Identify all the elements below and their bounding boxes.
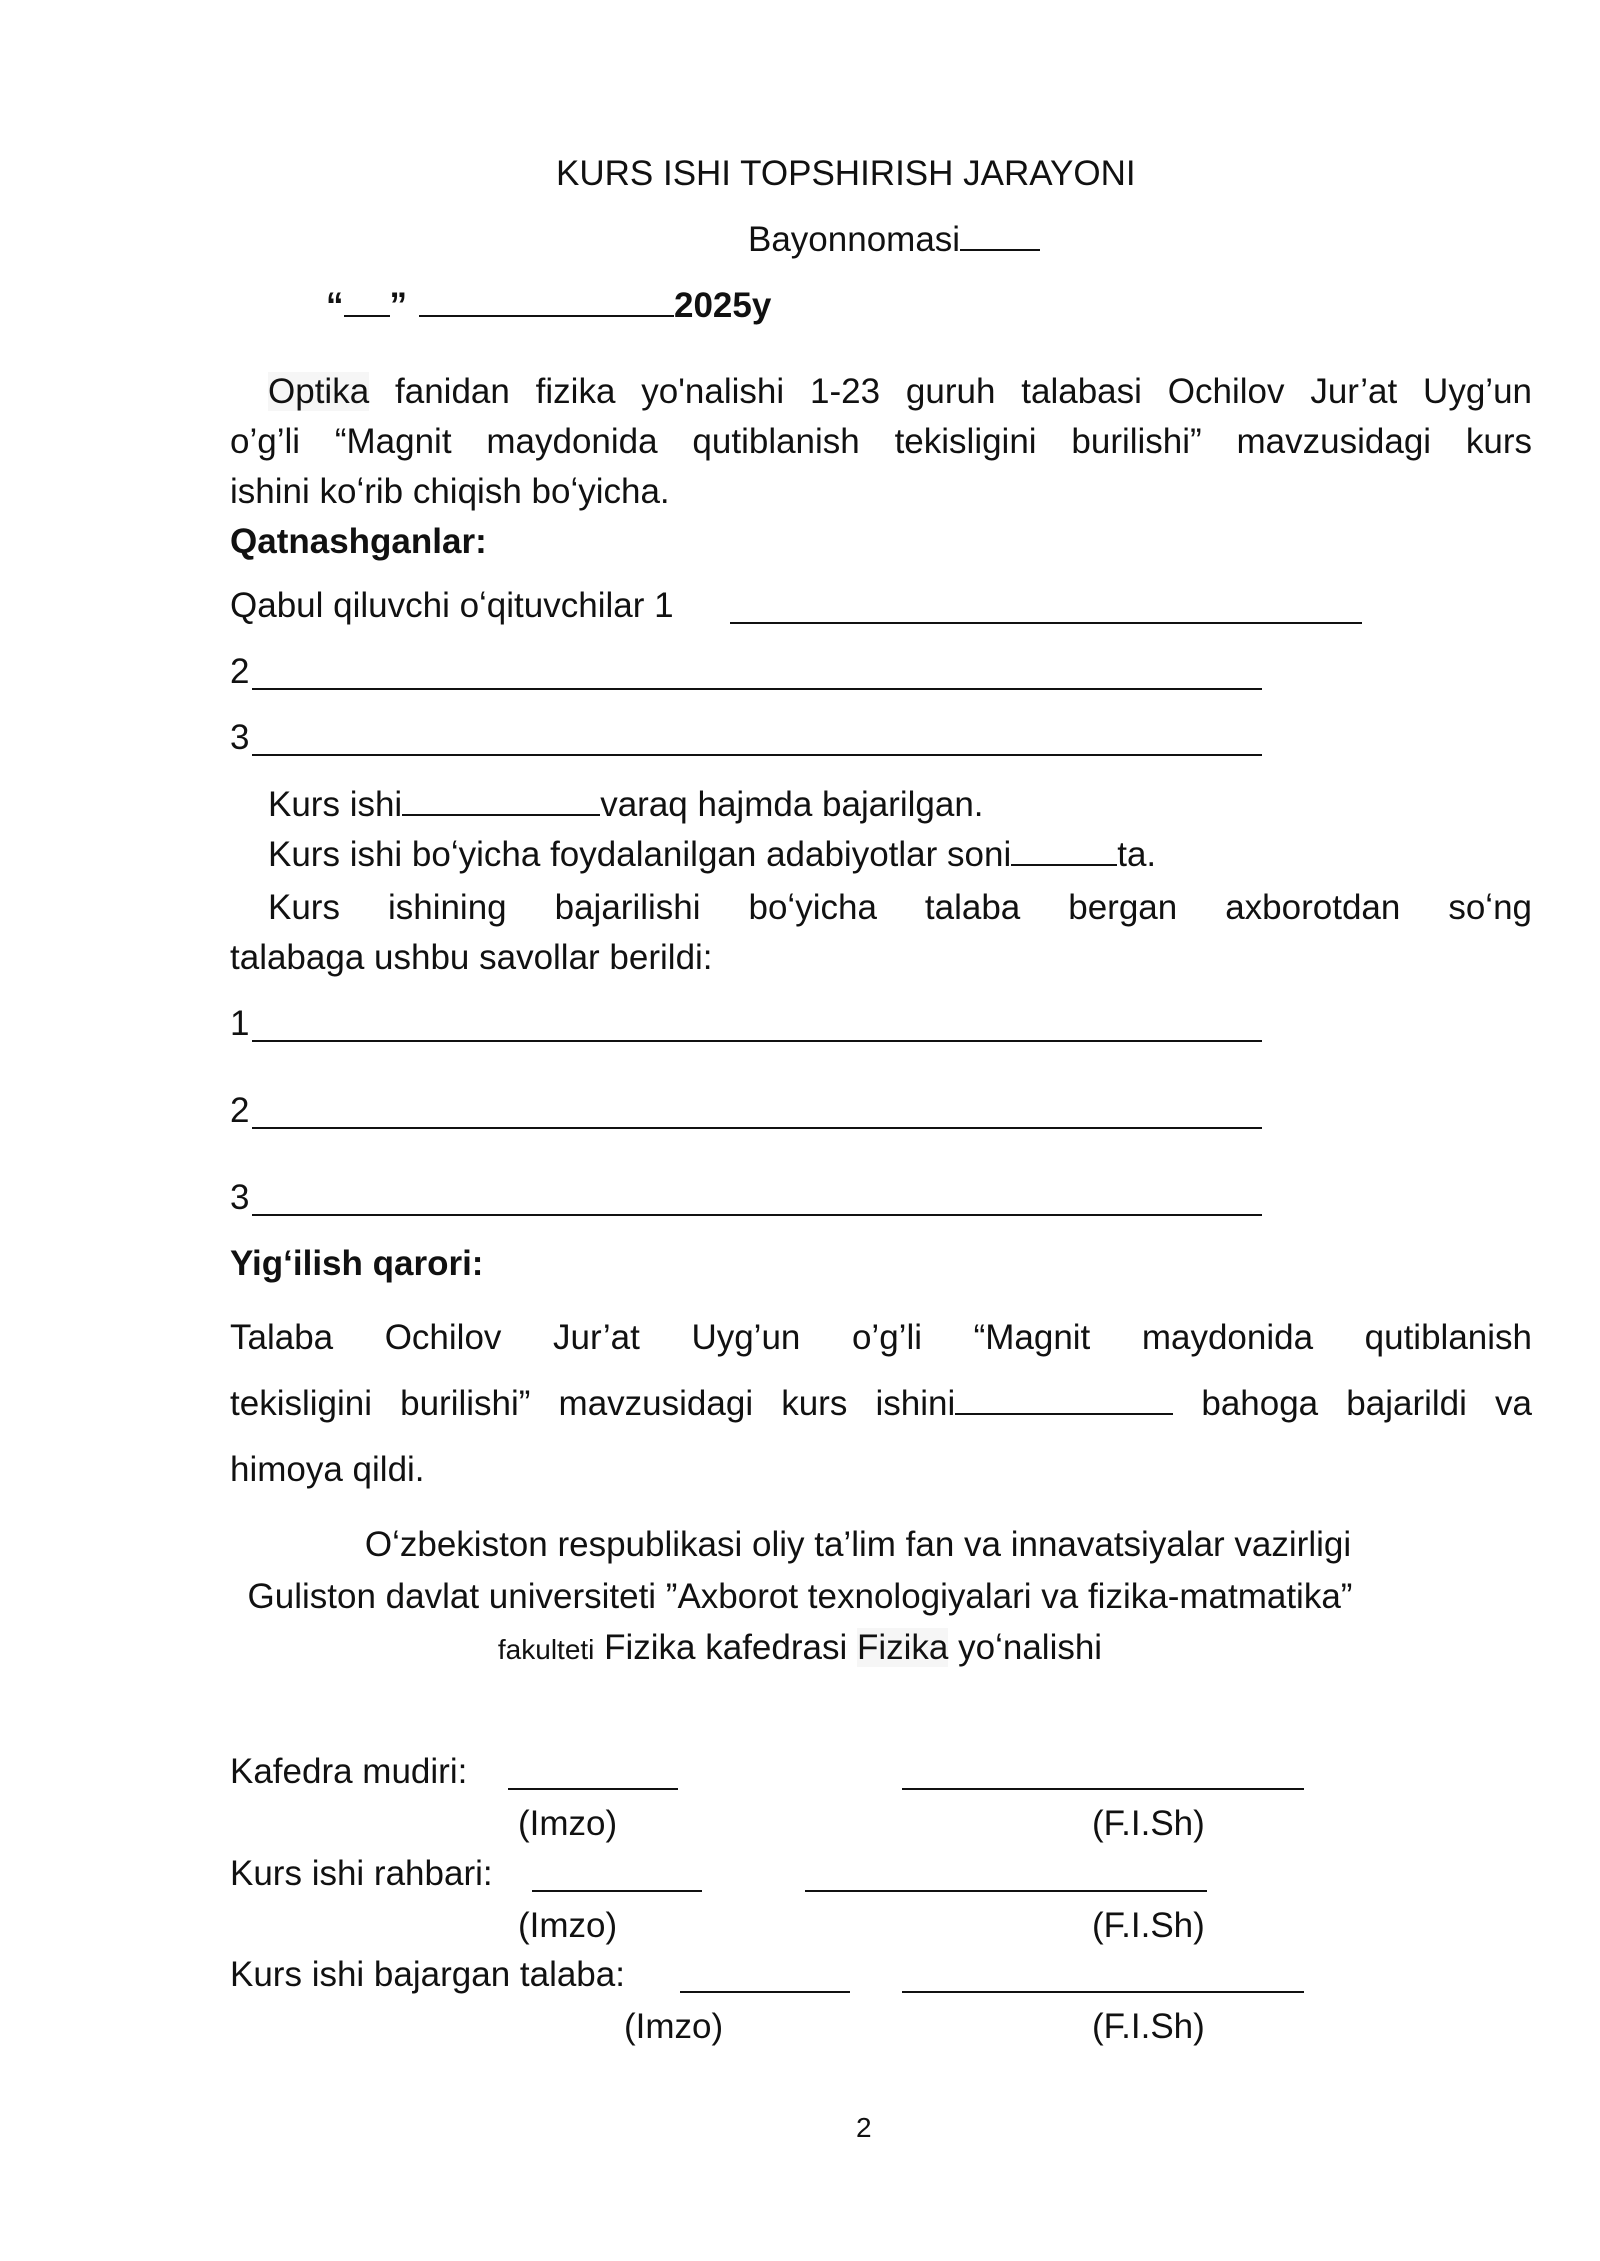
- decision-heading: Yigʻilish qarori:: [230, 1244, 484, 1283]
- intro-line-1: [230, 367, 1532, 417]
- participants-heading: Qatnashganlar:: [230, 522, 487, 561]
- document-title: KURS ISHI TOPSHIRISH JARAYONI: [556, 154, 1136, 193]
- grade-blank[interactable]: [955, 1383, 1173, 1415]
- question-2-number: 2: [230, 1091, 250, 1130]
- date-year: 2025y: [674, 286, 772, 325]
- intro-line-2: o’g’li “Magnit maydonida qutiblanish tekisligini burilishi” mavzusidagi kurs: [230, 422, 1532, 461]
- intro-line-3: ishini koʻrib chiqish boʻyicha.: [230, 472, 670, 511]
- refs-post: ta.: [1117, 835, 1157, 874]
- faculty-end: yoʻnalishi: [948, 1628, 1103, 1667]
- pages-line: [268, 783, 984, 827]
- decision-line-2-pre: tekisligini burilishi” mavzusidagi kurs ishini: [230, 1384, 956, 1423]
- subtitle-number-blank: [960, 219, 1040, 251]
- decision-line-3: himoya qildi.: [230, 1450, 425, 1489]
- sig-student-label: Kurs ishi bajargan talaba:: [230, 1955, 625, 1994]
- intro-line-1-text: fanidan fizika yo'nalishi 1-23 guruh talabasi Ochilov Jur’at Uyg’un: [369, 372, 1532, 411]
- sig-supervisor-imzo-line[interactable]: [532, 1890, 702, 1892]
- sig-student-imzo-line[interactable]: [680, 1991, 850, 1993]
- sig-supervisor-fish-line[interactable]: [805, 1890, 1207, 1892]
- refs-pre: Kurs ishi boʻyicha foydalanilgan adabiyotlar soni: [268, 835, 1012, 874]
- teacher-3-number: 3: [230, 718, 250, 757]
- sig-supervisor-label: Kurs ishi rahbari:: [230, 1854, 493, 1893]
- question-3-line[interactable]: [252, 1214, 1262, 1216]
- question-2-line[interactable]: [252, 1127, 1262, 1129]
- faculty-small: fakulteti: [497, 1634, 595, 1665]
- teacher-2-line[interactable]: [252, 688, 1262, 690]
- sig-head-label: Kafedra mudiri:: [230, 1752, 468, 1791]
- pages-pre: Kurs ishi: [268, 785, 403, 824]
- sig-student-imzo-caption: (Imzo): [624, 2007, 724, 2046]
- pages-blank[interactable]: [402, 784, 600, 816]
- sig-supervisor-fish-caption: (F.I.Sh): [1092, 1906, 1205, 1945]
- sig-head-imzo-line[interactable]: [508, 1788, 678, 1790]
- teacher-3-line[interactable]: [252, 754, 1262, 756]
- date-day-blank: [344, 285, 390, 317]
- sig-head-fish-line[interactable]: [902, 1788, 1304, 1790]
- document-date: [326, 284, 771, 328]
- refs-blank[interactable]: [1011, 834, 1117, 866]
- pages-post: varaq hajmda bajarilgan.: [600, 785, 984, 824]
- faculty-highlight: Fizika: [856, 1628, 949, 1667]
- decision-line-2: [230, 1371, 1532, 1437]
- sig-student-fish-caption: (F.I.Sh): [1092, 2007, 1205, 2046]
- question-1-number: 1: [230, 1004, 250, 1043]
- question-3-number: 3: [230, 1178, 250, 1217]
- document-subtitle: [748, 218, 1040, 262]
- ministry-line: Oʻzbekiston respublikasi oliy ta’lim fan va innavatsiyalar vazirligi: [364, 1525, 1352, 1564]
- teacher-1-line[interactable]: [730, 622, 1362, 624]
- sig-supervisor-imzo-caption: (Imzo): [518, 1906, 618, 1945]
- questions-line-1-text: Kurs ishining bajarilishi boʻyicha talaba bergan axborotdan soʻng: [268, 888, 1532, 927]
- decision-line-1: Talaba Ochilov Jur’at Uyg’un o’g’li “Magnit maydonida qutiblanish: [230, 1318, 1532, 1357]
- date-month-blank: [419, 285, 674, 317]
- questions-line-1: [230, 883, 1532, 933]
- question-1-line[interactable]: [252, 1040, 1262, 1042]
- subtitle-text: Bayonnomasi: [748, 220, 961, 259]
- teacher-2-number: 2: [230, 652, 250, 691]
- sig-student-fish-line[interactable]: [902, 1991, 1304, 1993]
- sig-head-fish-caption: (F.I.Sh): [1092, 1804, 1205, 1843]
- university-line: Guliston davlat universiteti ”Axborot texnologiyalari va fizika-matmatika”: [247, 1577, 1353, 1616]
- intro-subject: Optika: [268, 372, 370, 411]
- questions-line-2: talabaga ushbu savollar berildi:: [230, 938, 713, 977]
- decision-line-2-post: bahoga bajarildi va: [1173, 1384, 1532, 1423]
- page-number: 2: [856, 2112, 872, 2143]
- date-quote-open: “: [326, 286, 344, 325]
- faculty-rest: Fizika kafedrasi: [594, 1628, 857, 1667]
- faculty-line: [0, 1623, 1600, 1675]
- teachers-label: Qabul qiluvchi oʻqituvchilar 1: [230, 586, 674, 625]
- date-quote-close: ”: [389, 286, 407, 325]
- references-line: [268, 833, 1156, 877]
- sig-head-imzo-caption: (Imzo): [518, 1804, 618, 1843]
